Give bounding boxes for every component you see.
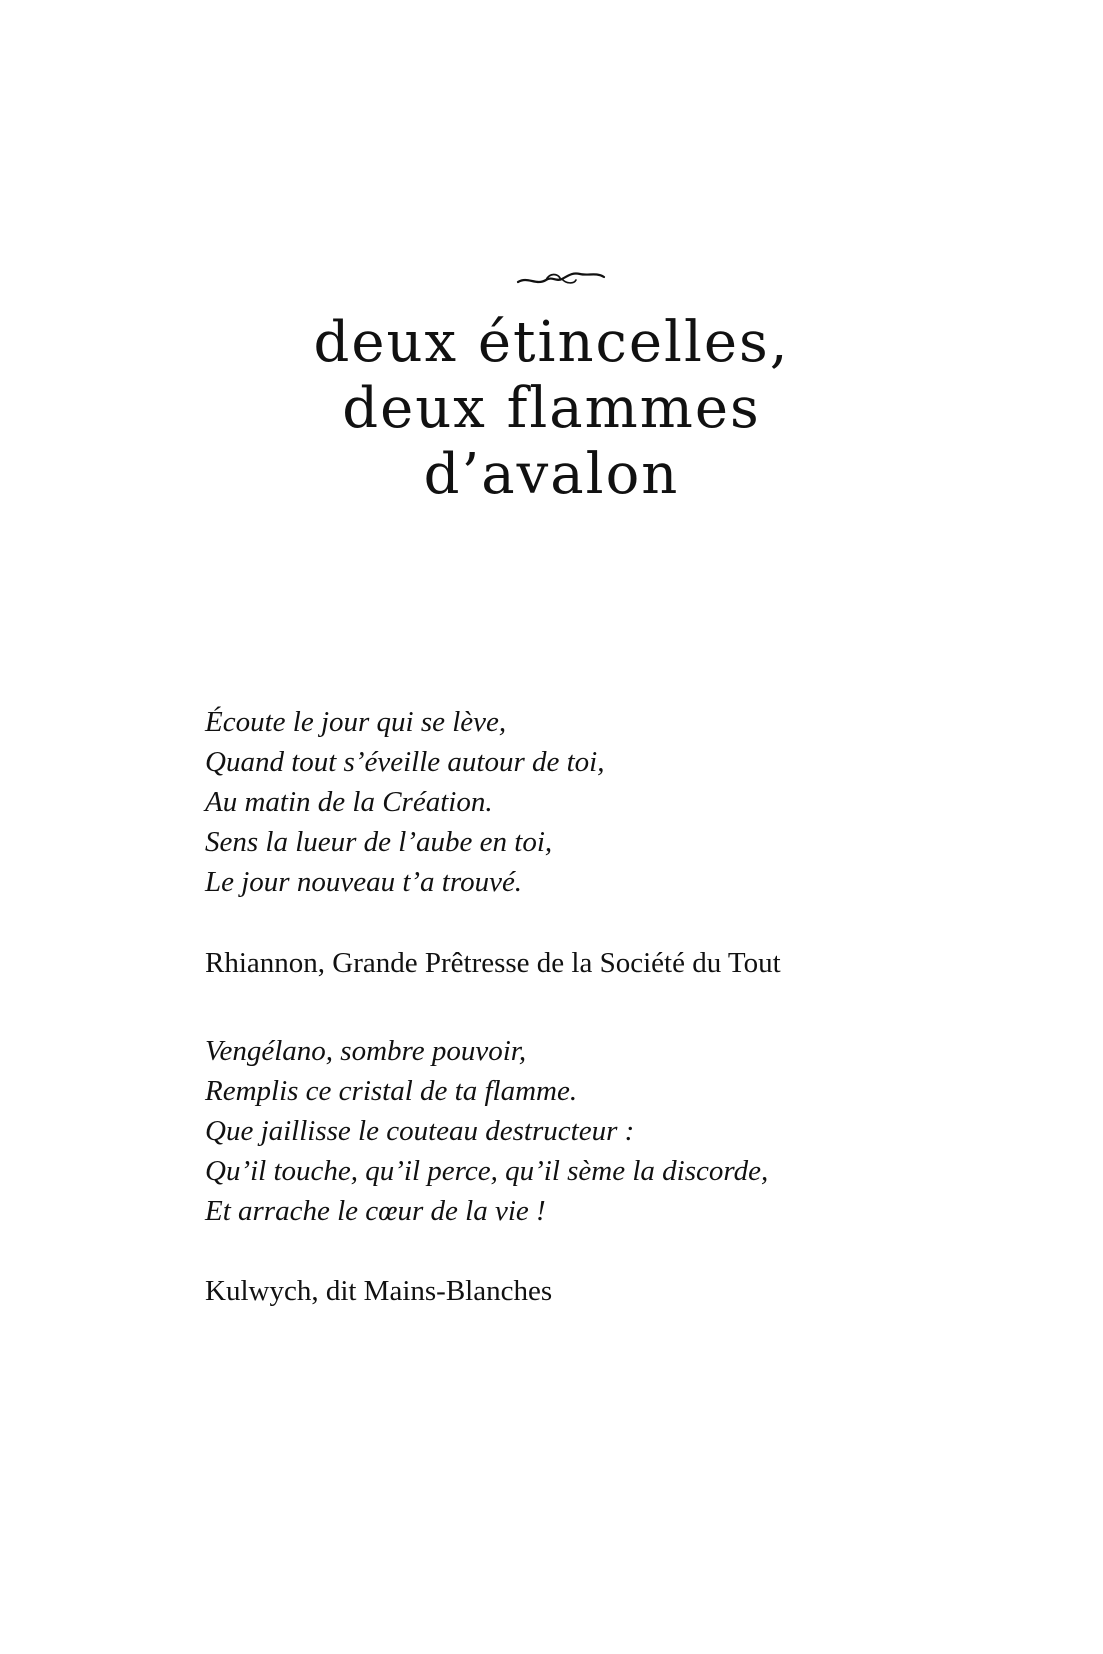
epigraph-verse (205, 1031, 965, 1231)
verse-line: Au matin de la Création. (205, 786, 493, 818)
verse-line: Sens la lueur de l’aube en toi, (205, 826, 553, 858)
flourish-ornament-icon (516, 268, 606, 290)
verse-line: Remplis ce cristal de ta flamme. (205, 1075, 578, 1107)
epigraph-attribution: Rhiannon, Grande Prêtresse de la Société du Tout (205, 947, 781, 979)
verse-line: Écoute le jour qui se lève, (205, 706, 507, 738)
epigraph-attribution: Kulwych, dit Mains-Blanches (205, 1275, 553, 1307)
verse-line: Que jaillisse le couteau destructeur : (205, 1115, 635, 1147)
verse-line: Qu’il touche, qu’il perce, qu’il sème la discorde, (205, 1155, 769, 1187)
chapter-title-line: deux flammes (342, 376, 761, 441)
chapter-title-line: d’avalon (423, 442, 680, 507)
verse-line: Et arrache le cœur de la vie ! (205, 1195, 546, 1227)
verse-line: Quand tout s’éveille autour de toi, (205, 746, 605, 778)
chapter-title (150, 310, 953, 508)
verse-line: Le jour nouveau t’a trouvé. (205, 866, 523, 898)
chapter-title-line: deux étincelles, (313, 310, 790, 375)
verse-line: Vengélano, sombre pouvoir, (205, 1035, 527, 1067)
epigraph-verse (205, 702, 965, 902)
